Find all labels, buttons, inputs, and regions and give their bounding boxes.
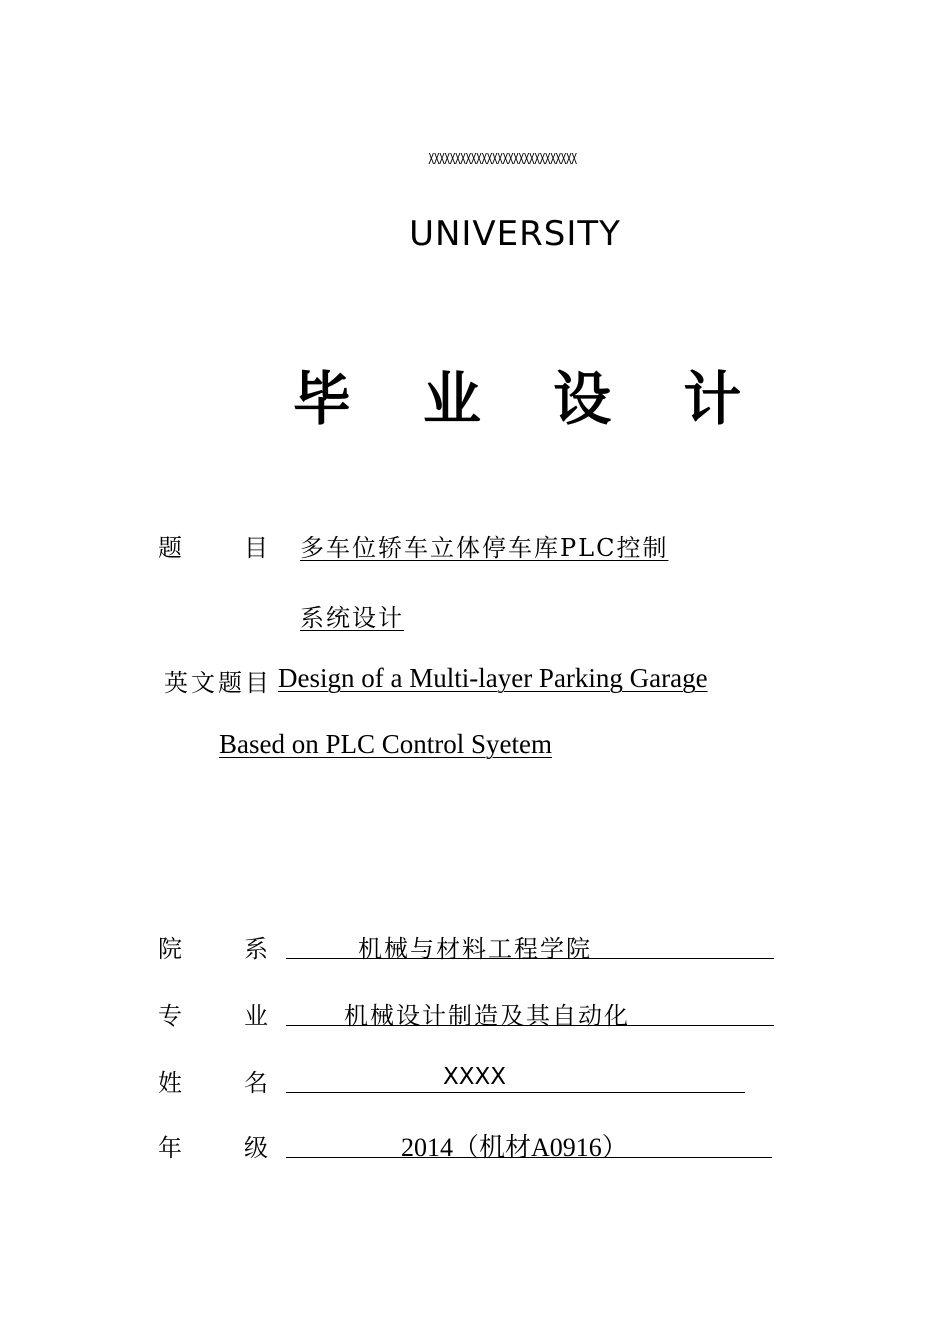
- grade-label-char2: 级: [244, 1134, 268, 1162]
- document-type-title: 毕 业 设 计: [292, 365, 768, 433]
- topic-value-line1: 多车位轿车立体停车库PLC控制: [300, 534, 669, 562]
- english-topic-value-line1: Design of a Multi-layer Parking Garage: [278, 663, 708, 693]
- topic-value-line2: 系统设计: [300, 604, 404, 632]
- topic-label-char2: 目: [244, 534, 268, 562]
- name-field-line: [286, 1067, 745, 1093]
- topic-label-char1: 题: [158, 534, 182, 562]
- name-label-char2: 名: [244, 1069, 268, 1097]
- english-topic-label: 英文题目: [164, 669, 272, 697]
- major-label-char2: 业: [244, 1002, 268, 1030]
- university-label: UNIVERSITY: [409, 214, 621, 254]
- english-topic-value-line2: Based on PLC Control Syetem: [219, 729, 552, 759]
- major-label-char1: 专: [158, 1002, 182, 1030]
- department-value: 机械与材料工程学院: [358, 935, 592, 963]
- major-value: 机械设计制造及其自动化: [344, 1002, 630, 1030]
- name-label-char1: 姓: [158, 1069, 182, 1097]
- department-label-char2: 系: [244, 935, 268, 963]
- grade-label-char1: 年: [158, 1134, 182, 1162]
- name-value: XXXX: [443, 1064, 507, 1090]
- institution-name-masked: XXXXXXXXXXXXXXXXXXXXXXXXXXXX: [428, 150, 577, 168]
- grade-value: 2014（机材A0916）: [401, 1133, 628, 1162]
- department-label-char1: 院: [158, 935, 182, 963]
